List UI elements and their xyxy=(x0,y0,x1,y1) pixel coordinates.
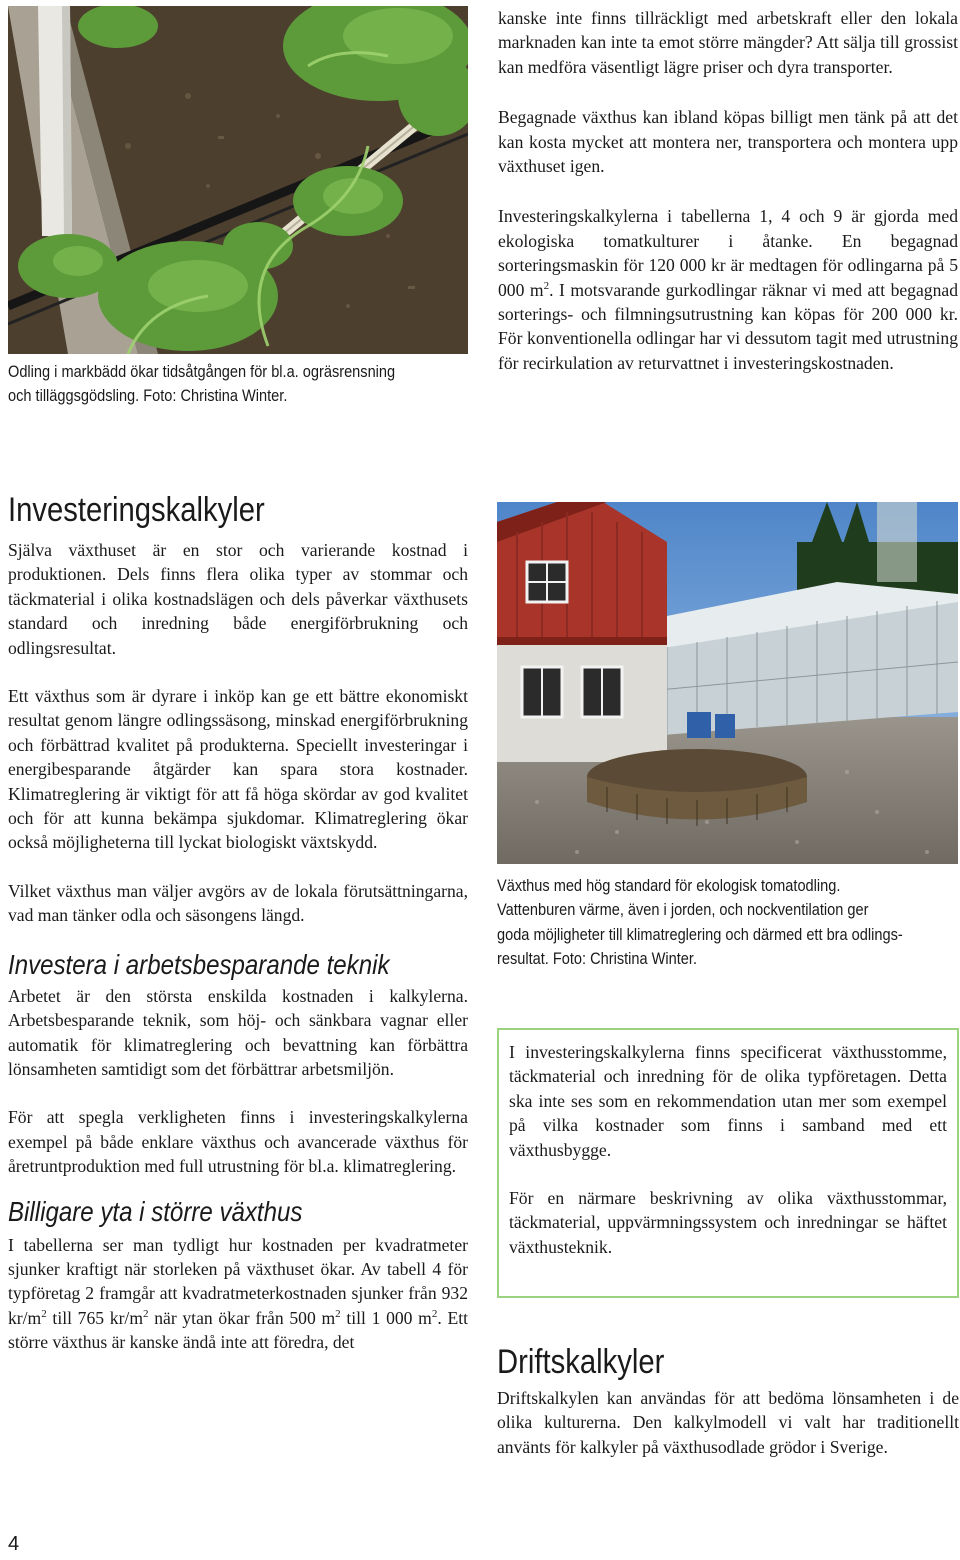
photo2-caption-line3: goda möjligheter till klimatreglering och därmed ett bra odlings- xyxy=(497,925,903,944)
heading-investera: Investera i arbetsbesparande teknik xyxy=(8,948,390,980)
left-column xyxy=(8,490,468,1355)
photo2-caption-line1: Växthus med hög standard för ekologisk tomatodling. xyxy=(497,877,841,895)
tables-paragraph-b: . I motsvarande gurkodlingar räknar vi med att begagnad sorterings- och filmningsutrustning kan köpas för 200 000 kr. För konventionella odlingar har vi dessutom tagit med utrustning för recirkulation av returvattnet i investeringskostnaden. xyxy=(498,279,958,373)
superscript: 2 xyxy=(335,1307,341,1320)
superscript: 2 xyxy=(543,279,550,292)
photo1-caption-line1: Odling i markbädd ökar tidsåtgången för bl.a. ogräsrensning xyxy=(8,363,396,381)
heading-driftskalkyler: Driftskalkyler xyxy=(497,1343,665,1381)
photo2-caption xyxy=(497,874,960,971)
superscript: 2 xyxy=(143,1307,149,1320)
investera-p2: För att spegla verkligheten finns i investeringskalkylerna exempel på både enklare växthus och avancerade växthus för åretruntproduktion med full utrustning för bl.a. klimatreglering. xyxy=(8,1107,468,1177)
billigare-text-1: I tabellerna ser man tydligt hur kostnaden per kvadratmeter sjunker kraftigt när storleken på växthuset ökar. Av tabell 4 för typföretag 2 framgår att kvadratmeterkostnaden sjunker från 932 kr/m xyxy=(8,1234,468,1328)
driftskalkyler-p1: Driftskalkylen kan användas för att bedöma lönsamheten i de olika kulturerna. Den kalkylmodell vi valt har traditionellt använts för kalkyler på växthusodlade grödor i Sverige. xyxy=(497,1388,959,1457)
superscript: 2 xyxy=(41,1307,47,1320)
investeringskalkyler-p1: Själva växthuset är en stor och varierande kostnad i produktionen. Dels finns flera olika typer av stommar och täckmaterial i olika kostnadslägen och dels påverkar växthusets standard och inredning både energiförbrukning och odlingsresultat. xyxy=(8,540,468,658)
billigare-text-5: . Ett större växthus är kanske ändå inte att föredra, det xyxy=(8,1307,468,1353)
driftskalkyler-section xyxy=(497,1342,959,1459)
heading-billigare: Billigare yta i större växthus xyxy=(8,1195,303,1227)
investera-p1: Arbetet är den största enskilda kostnaden i kalkylerna. Arbetsbesparande teknik, som höj- och sänkbara vagnar eller automatik för klimatreglering och bevattning kan förbättra lönsamheten samtidigt som det förbättrar arbetsmiljön. xyxy=(8,985,468,1079)
used-greenhouse-paragraph: Begagnade växthus kan ibland köpas billigt men tänk på att det kan kosta mycket att montera ner, transportera och montera upp växthuset igen. xyxy=(498,107,958,177)
superscript: 2 xyxy=(431,1307,438,1320)
billigare-text-2: till 765 kr/m xyxy=(46,1307,144,1328)
billigare-text-4: till 1 000 m xyxy=(340,1307,432,1328)
page-number: 4 xyxy=(8,1533,20,1555)
billigare-text-3: när ytan ökar från 500 m xyxy=(148,1307,336,1328)
photo2-caption-line2: Vattenburen värme, även i jorden, och nockventilation ger xyxy=(497,901,869,920)
greenhouse-photo xyxy=(497,502,958,864)
info-box-p1: I investeringskalkylerna finns specificerat växthusstomme, täckmaterial och inredning för de olika typföretagen. Detta ska inte ses som en rekommendation utan mer som exempel på vilka kostnader som finns i samband med ett växthusbygge. xyxy=(509,1042,947,1160)
tables-paragraph xyxy=(498,204,958,375)
top-right-column xyxy=(498,6,958,375)
info-box xyxy=(497,1028,959,1298)
investeringskalkyler-p2: Ett växthus som är dyrare i inköp kan ge ett bättre ekonomiskt resultat genom längre odlingssäsong, minskad energiförbrukning och förbättrad kvalitet på produkterna. Speciellt investeringar i energibesparande åtgärder kan spara stora kostnader. Klimatreglering är viktigt för att få höga skördar av god kvalitet och för att kunna bekämpa sjukdomar. Klimatreglering ökar också möjligheterna till lyckat biologiskt växtskydd. xyxy=(8,686,468,853)
heading-investeringskalkyler: Investeringskalkyler xyxy=(8,491,265,529)
market-paragraph: kanske inte finns tillräckligt med arbetskraft eller den lokala marknaden kan inte ta emot större mängder? Att sälja till grossist kan medföra väsentligt lägre priser och dyra transporter. xyxy=(498,8,958,77)
photo1-caption xyxy=(8,360,476,410)
photo1-caption-line2: och tilläggsgödsling. Foto: Christina Winter. xyxy=(8,387,288,406)
billigare-p1 xyxy=(8,1233,468,1355)
investeringskalkyler-p3: Vilket växthus man väljer avgörs av de lokala förutsättningarna, vad man tänker odla och säsongens längd. xyxy=(8,880,468,926)
cucumber-bed-photo xyxy=(8,6,468,354)
photo2-caption-line4: resultat. Foto: Christina Winter. xyxy=(497,949,697,968)
info-box-p2: För en närmare beskrivning av olika växthusstommar, täckmaterial, uppvärmningssystem och inredningar se häftet växthusteknik. xyxy=(509,1188,947,1257)
tables-paragraph-a: Investeringskalkylerna i tabellerna 1, 4 och 9 är gjorda med ekologiska tomatkulturer i åtanke. En begagnad sorteringsmaskin för 120 000 kr är medtagen för odlingarna på 5 000 m xyxy=(498,206,958,300)
